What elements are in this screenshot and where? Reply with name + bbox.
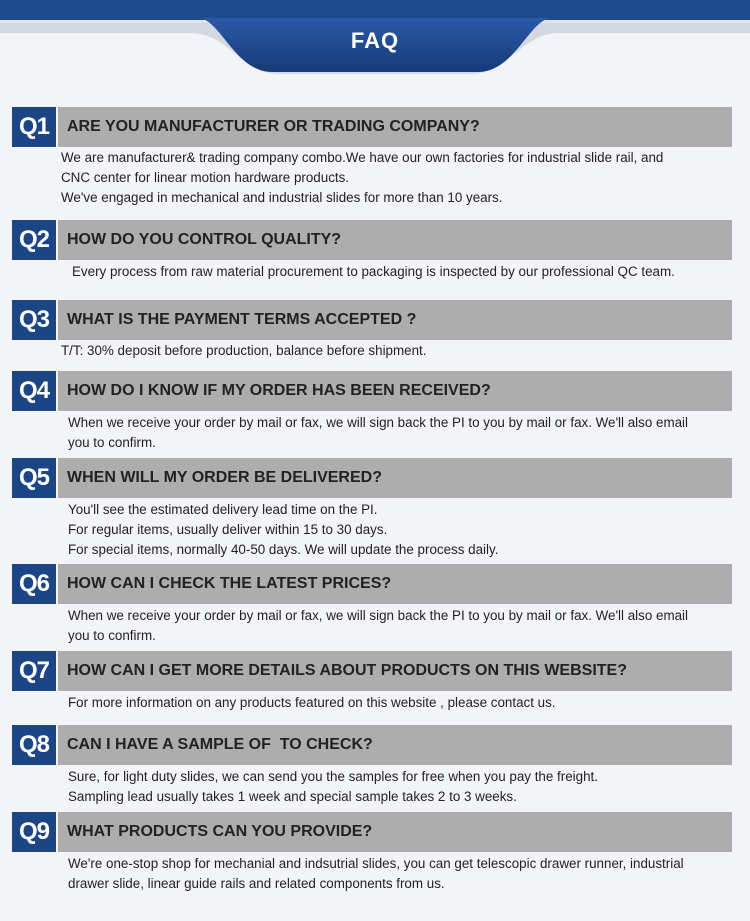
answer-text	[68, 767, 598, 807]
answer-line: For more information on any products featured on this website , please contact us.	[68, 695, 556, 710]
answer-line: For regular items, usually deliver within 15 to 30 days.	[68, 522, 388, 537]
question-number-badge: Q7	[12, 651, 56, 691]
question-heading: WHEN WILL MY ORDER BE DELIVERED?	[58, 458, 732, 498]
question-number-badge: Q5	[12, 458, 56, 498]
question-heading: CAN I HAVE A SAMPLE OF TO CHECK?	[58, 725, 732, 765]
question-heading: HOW DO YOU CONTROL QUALITY?	[58, 220, 732, 260]
answer-line: Sure, for light duty slides, we can send you the samples for free when you pay the freight.	[68, 769, 598, 784]
answer-line: you to confirm.	[68, 628, 156, 643]
question-number-badge: Q4	[12, 371, 56, 411]
answer-text	[68, 606, 688, 646]
answer-text	[68, 413, 688, 453]
answer-text	[68, 693, 556, 713]
question-heading: WHAT IS THE PAYMENT TERMS ACCEPTED ?	[58, 300, 732, 340]
question-number-badge: Q1	[12, 107, 56, 147]
answer-line: When we receive your order by mail or fax, we will sign back the PI to you by mail or fax. We'll also email	[68, 608, 689, 623]
page-title: FAQ	[350, 28, 400, 53]
answer-line: When we receive your order by mail or fax, we will sign back the PI to you by mail or fax. We'll also email	[68, 415, 689, 430]
answer-text	[61, 341, 427, 361]
question-heading: HOW CAN I GET MORE DETAILS ABOUT PRODUCTS ON THIS WEBSITE?	[58, 651, 732, 691]
answer-line: You'll see the estimated delivery lead time on the PI.	[68, 502, 378, 517]
answer-line: We are manufacturer& trading company combo.We have our own factories for industrial slide rail, and	[61, 150, 664, 165]
answer-line: CNC center for linear motion hardware products.	[61, 170, 350, 185]
answer-text	[72, 262, 675, 282]
question-heading: HOW DO I KNOW IF MY ORDER HAS BEEN RECEIVED?	[58, 371, 732, 411]
answer-text	[68, 854, 684, 894]
question-heading: ARE YOU MANUFACTURER OR TRADING COMPANY?	[58, 107, 732, 147]
answer-text	[61, 148, 663, 208]
question-number-badge: Q8	[12, 725, 56, 765]
answer-line: We've engaged in mechanical and industrial slides for more than 10 years.	[61, 190, 503, 205]
question-heading: HOW CAN I CHECK THE LATEST PRICES?	[58, 564, 732, 604]
answer-line: For special items, normally 40-50 days. We will update the process daily.	[68, 542, 499, 557]
answer-line: Every process from raw material procurement to packaging is inspected by our professional QC team.	[72, 264, 675, 279]
question-number-badge: Q2	[12, 220, 56, 260]
answer-line: T/T: 30% deposit before production, balance before shipment.	[61, 343, 427, 358]
question-number-badge: Q3	[12, 300, 56, 340]
answer-line: drawer slide, linear guide rails and related components from us.	[68, 876, 445, 891]
question-heading: WHAT PRODUCTS CAN YOU PROVIDE?	[58, 812, 732, 852]
answer-text	[68, 500, 498, 560]
answer-line: Sampling lead usually takes 1 week and special sample takes 2 to 3 weeks.	[68, 789, 517, 804]
answer-line: you to confirm.	[68, 435, 156, 450]
question-number-badge: Q9	[12, 812, 56, 852]
answer-line: We're one-stop shop for mechanial and indsutrial slides, you can get telescopic drawer runner, industrial	[68, 856, 684, 871]
question-number-badge: Q6	[12, 564, 56, 604]
